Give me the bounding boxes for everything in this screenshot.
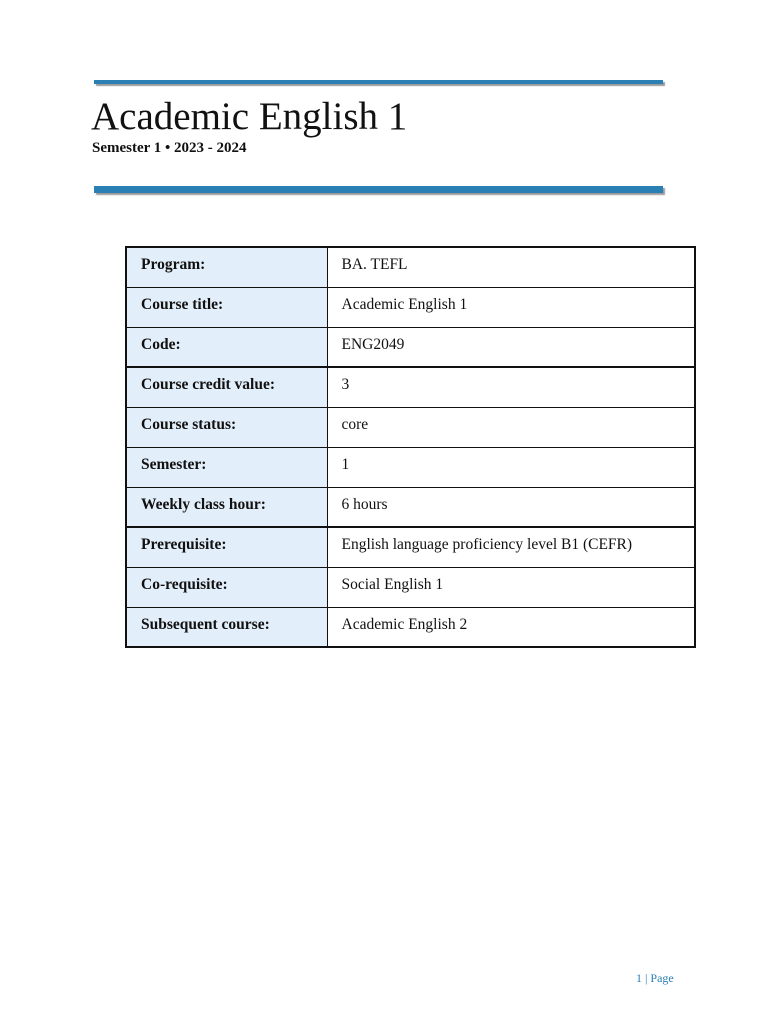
table-row [126,327,695,367]
table-row [126,447,695,487]
row-label: Code: [126,327,327,367]
page-number: 1 | Page [636,971,674,985]
row-label: Course credit value: [126,367,327,407]
table-row [126,607,695,647]
document-title: Academic English 1 [91,95,408,138]
row-value: ENG2049 [327,327,695,367]
table-row [126,527,695,567]
row-label: Weekly class hour: [126,487,327,527]
row-label: Prerequisite: [126,527,327,567]
row-value: Social English 1 [327,567,695,607]
row-label: Program: [126,247,327,287]
row-label: Semester: [126,447,327,487]
document-subtitle: Semester 1 • 2023 - 2024 [92,140,247,156]
row-label: Course status: [126,407,327,447]
row-value: 3 [327,367,695,407]
header-top-rule [94,80,663,84]
table-row [126,367,695,407]
course-info-table [125,246,696,648]
row-label: Co-requisite: [126,567,327,607]
table-row [126,487,695,527]
row-value: 1 [327,447,695,487]
table-row [126,567,695,607]
row-value: English language proficiency level B1 (CEFR) [327,527,695,567]
row-value: Academic English 1 [327,287,695,327]
row-value: core [327,407,695,447]
table-row [126,287,695,327]
table-row [126,407,695,447]
header-bottom-rule [94,186,663,193]
row-value: 6 hours [327,487,695,527]
table-row [126,247,695,287]
row-value: Academic English 2 [327,607,695,647]
row-value: BA. TEFL [327,247,695,287]
row-label: Subsequent course: [126,607,327,647]
row-label: Course title: [126,287,327,327]
